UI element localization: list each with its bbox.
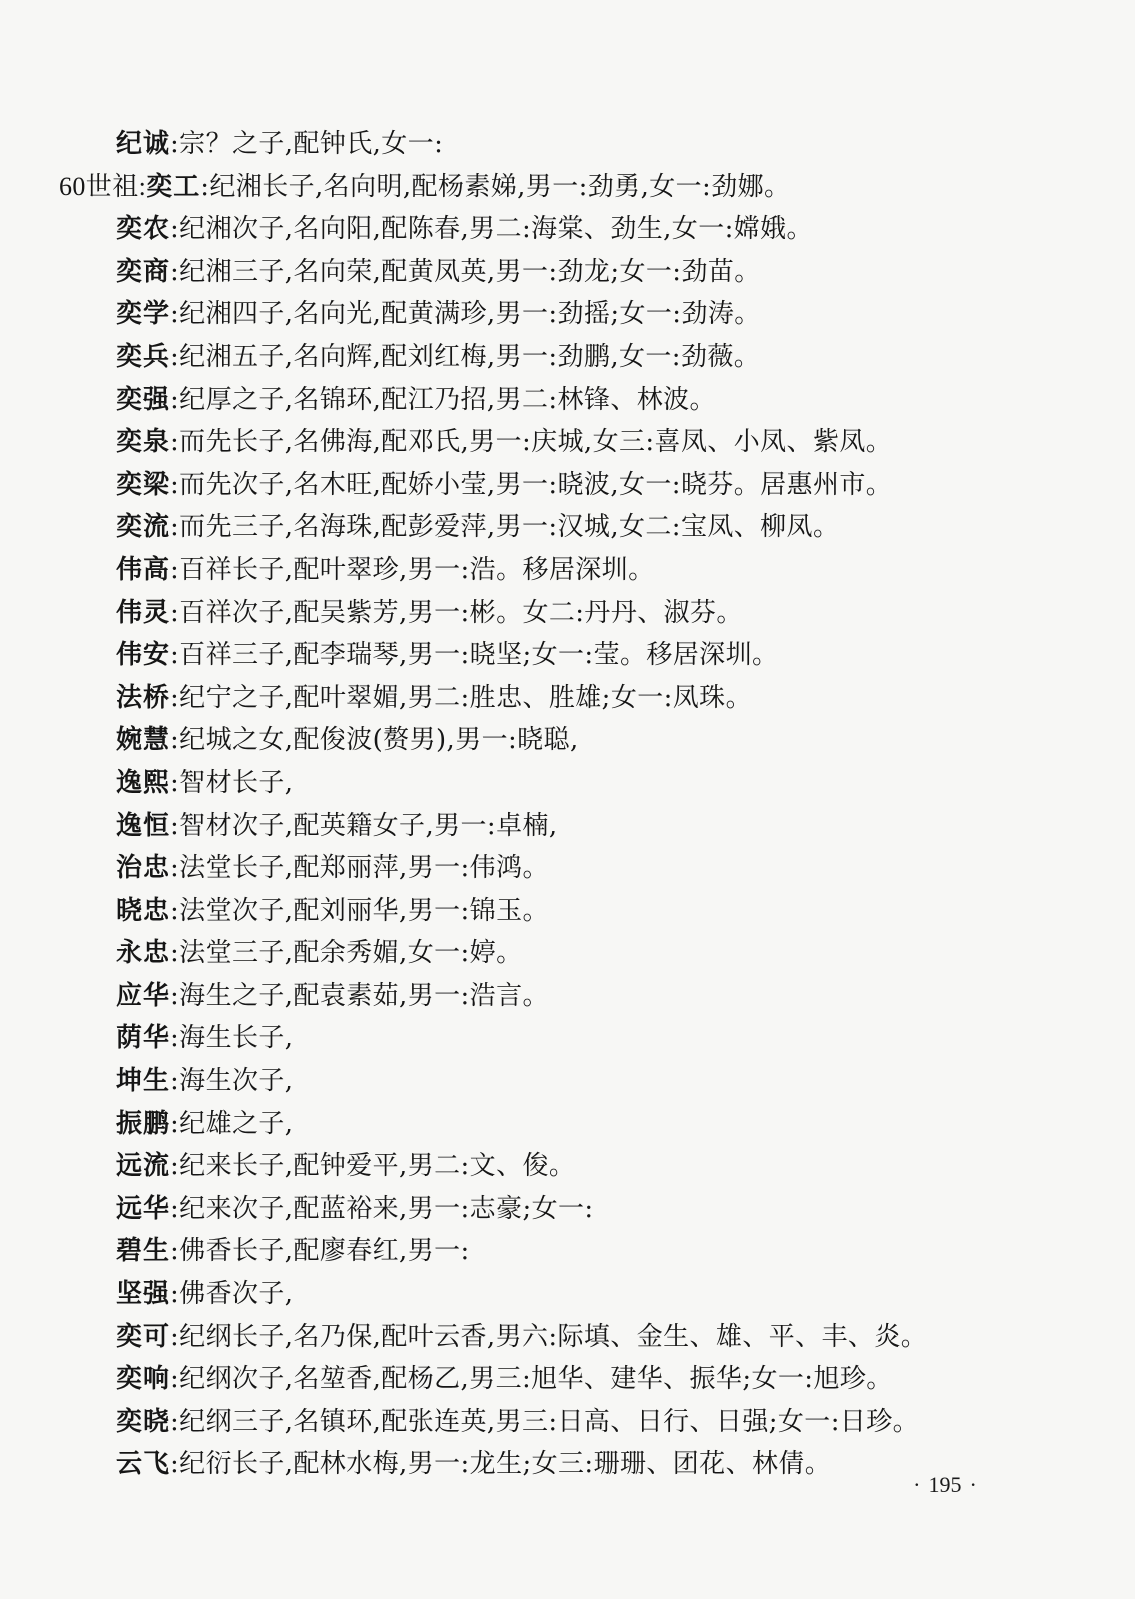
person-description: :百祥次子,配吴紫芳,男一:彬。女二:丹丹、淑芬。 [170,597,743,628]
person-description: :纪城之女,配俊波(赘男),男一:晓聪, [170,725,579,756]
person-name: 奕农 [116,214,171,245]
genealogy-entry [0,1405,1135,1448]
person-name: 云飞 [116,1449,171,1480]
person-description: :纪宁之子,配叶翠媚,男二:胜忠、胜雄;女一:凤珠。 [170,682,752,713]
genealogy-entry [0,766,1135,809]
person-name: 奕梁 [116,469,171,500]
genealogy-entry [0,297,1135,340]
person-description: :而先三子,名海珠,配彭爱萍,男一:汉城,女二:宝凤、柳凤。 [170,512,840,543]
genealogy-entry [0,212,1135,255]
person-description: :海生之子,配袁素茹,男一:浩言。 [170,980,549,1011]
page-number-dot-left: · [913,1472,921,1497]
person-name: 奕流 [116,512,171,543]
person-name: 奕泉 [116,427,171,458]
person-description: :百祥三子,配李瑞琴,男一:晓坚;女一:莹。移居深圳。 [170,640,779,671]
page-number-value: 195 [928,1472,962,1497]
genealogy-entry [0,553,1135,596]
genealogy-entry [0,851,1135,894]
person-description: :纪衍长子,配林水梅,男一:龙生;女三:珊珊、团花、林倩。 [170,1449,832,1480]
person-description: :智材次子,配英籍女子,男一:卓楠, [170,810,558,841]
person-name: 奕强 [116,384,171,415]
genealogy-entry [0,681,1135,724]
person-description: :而先长子,名佛海,配邓氏,男一:庆城,女三:喜凤、小凤、紫凤。 [170,427,893,458]
person-name: 奕可 [116,1321,171,1352]
genealogy-entry [0,1362,1135,1405]
genealogy-entry [0,1107,1135,1150]
person-name: 奕晓 [116,1406,171,1437]
genealogy-entry-list [0,127,1135,1490]
genealogy-entry [0,468,1135,511]
person-description: :海生长子, [170,1023,294,1054]
person-name: 奕工 [146,171,201,202]
genealogy-entry [0,170,1135,213]
person-name: 应华 [116,980,171,1011]
person-description: :智材长子, [170,767,294,798]
person-name: 奕响 [116,1364,171,1395]
person-name: 晓忠 [116,895,171,926]
person-description: :法堂次子,配刘丽华,男一:锦玉。 [170,895,549,926]
person-name: 远华 [116,1193,171,1224]
genealogy-entry [0,510,1135,553]
genealogy-entry [0,255,1135,298]
person-name: 振鹏 [116,1108,171,1139]
genealogy-entry [0,894,1135,937]
person-name: 纪诚 [116,129,171,159]
person-description: :纪湘次子,名向阳,配陈春,男二:海棠、劲生,女一:嫦娥。 [170,214,813,245]
person-description: :纪纲长子,名乃保,配叶云香,男六:际填、金生、雄、平、丰、炎。 [170,1321,928,1352]
person-name: 坚强 [116,1279,171,1310]
person-description: :纪来长子,配钟爱平,男二:文、俊。 [170,1151,576,1182]
person-name: 奕商 [116,256,171,287]
person-name: 碧生 [116,1236,171,1267]
person-description: :而先次子,名木旺,配娇小莹,男一:晓波,女一:晓芬。居惠州市。 [170,469,893,500]
person-description: :法堂长子,配郑丽萍,男一:伟鸿。 [170,853,549,884]
genealogy-entry [0,638,1135,681]
person-description: :法堂三子,配余秀媚,女一:婷。 [170,938,523,969]
genealogy-entry [0,1234,1135,1277]
person-description: :纪雄之子, [170,1108,294,1139]
genealogy-entry [0,425,1135,468]
genealogy-entry [0,1149,1135,1192]
person-name: 逸恒 [116,810,171,841]
person-name: 奕兵 [116,341,171,372]
person-name: 婉慧 [116,725,171,756]
genealogy-entry [0,383,1135,426]
genealogy-entry [0,340,1135,383]
genealogy-entry [0,1064,1135,1107]
person-description: :宗？之子,配钟氏,女一: [170,129,444,159]
person-name: 荫华 [116,1023,171,1054]
person-description: :百祥长子,配叶翠珍,男一:浩。移居深圳。 [170,554,655,585]
page-number-dot-right: · [969,1472,977,1497]
person-name: 奕学 [116,299,171,330]
person-description: :纪来次子,配蓝裕来,男一:志豪;女一: [170,1193,594,1224]
genealogy-entry [0,723,1135,766]
person-description: :纪纲次子,名堃香,配杨乙,男三:旭华、建华、振华;女一:旭珍。 [170,1364,893,1395]
person-name: 远流 [116,1151,171,1182]
person-name: 伟安 [116,640,171,671]
person-description: :海生次子, [170,1066,294,1097]
person-description: :纪湘长子,名向明,配杨素娣,男一:劲勇,女一:劲娜。 [200,171,791,202]
person-description: :纪湘四子,名向光,配黄满珍,男一:劲摇;女一:劲涛。 [170,299,761,330]
genealogy-entry [0,1192,1135,1235]
person-name: 伟高 [116,554,171,585]
genealogy-entry [0,1320,1135,1363]
person-name: 法桥 [116,682,171,713]
person-description: :纪湘三子,名向荣,配黄凤英,男一:劲龙;女一:劲苗。 [170,256,761,287]
genealogy-entry [0,979,1135,1022]
person-name: 永忠 [116,938,171,969]
person-description: :佛香次子, [170,1279,294,1310]
person-name: 坤生 [116,1066,171,1097]
genealogy-entry [0,1021,1135,1064]
genealogy-entry [0,596,1135,639]
genealogy-entry [0,936,1135,979]
genealogy-entry [0,1277,1135,1320]
person-description: :佛香长子,配廖春红,男一: [170,1236,470,1267]
page-number [900,1470,990,1500]
person-description: :纪厚之子,名锦环,配江乃招,男二:林锋、林波。 [170,384,716,415]
genealogy-entry [0,809,1135,852]
generation-prefix: 60世祖: [59,171,147,201]
person-name: 治忠 [116,853,171,884]
person-name: 逸熙 [116,767,171,798]
person-name: 伟灵 [116,597,171,628]
person-description: :纪纲三子,名镇环,配张连英,男三:日高、日行、日强;女一:日珍。 [170,1406,920,1437]
genealogy-entry [0,127,1135,170]
person-description: :纪湘五子,名向辉,配刘红梅,男一:劲鹏,女一:劲薇。 [170,341,761,372]
